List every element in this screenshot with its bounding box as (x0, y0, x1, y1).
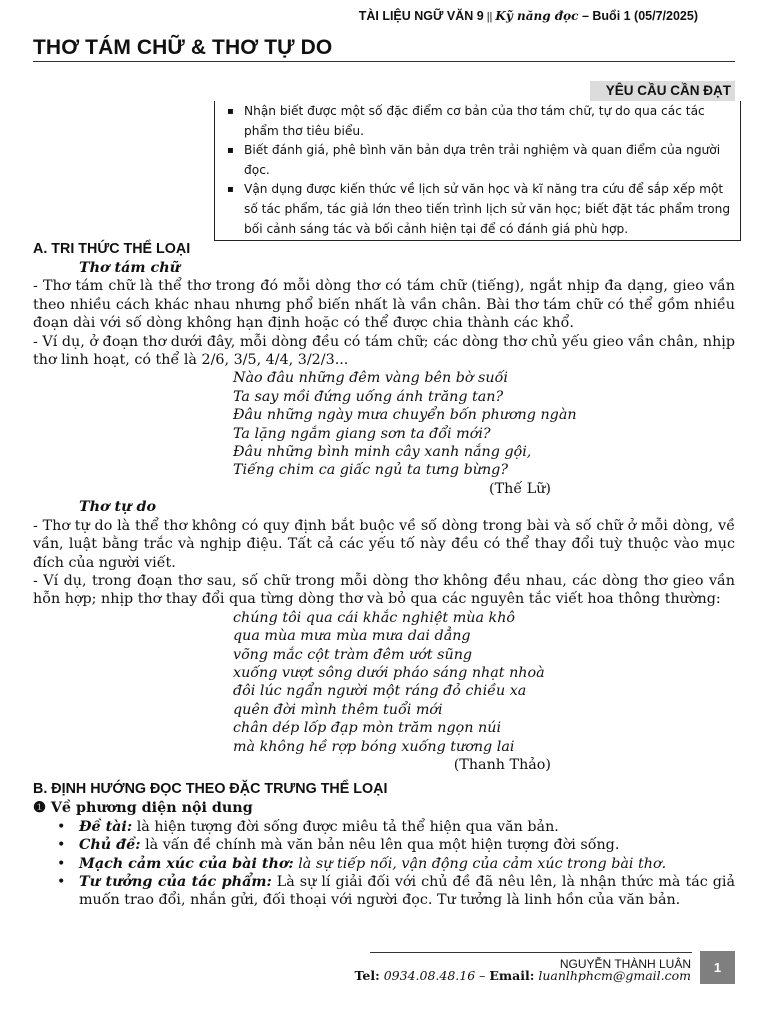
poem-line: Ta say mồi đứng uống ánh trăng tan? (233, 388, 504, 405)
requirement-item: ▪ Nhận biết được một số đặc điểm cơ bản của thơ tám chữ, tự do qua các tác phẩm thơ tiêu biểu. (227, 104, 705, 138)
page-number: 1 (700, 951, 735, 984)
tel-number: 0934.08.48.16 (383, 968, 476, 983)
tu-do-example-intro: - Ví dụ, trong đoạn thơ sau, số chữ trong mỗi dòng thơ không đều nhau, các dòng thơ gieo vần hỗn hợp; nhịp thơ thay đổi qua từng dòng thơ và bỏ qua các nguyên tắc viết hoa thông thường: (33, 572, 735, 608)
poem-author: (Thanh Thảo) (453, 756, 551, 773)
requirement-item: ▪ Vận dụng được kiến thức về lịch sử văn học và kĩ năng tra cứu để sắp xếp một số tác phẩm, tác giả lớn theo tiến trình lịch sử văn học; biết đặt tác phẩm trong bối cảnh sáng tác và bối cảnh hiện tại để có đánh giá phù hợp. (227, 182, 731, 236)
requirement-item: ▪ Biết đánh giá, phê bình văn bản dựa trên trải nghiệm và quan điểm của người đọc. (227, 143, 721, 177)
title-divider (33, 61, 735, 62)
email-label: Email: (489, 968, 535, 983)
poem-line: qua mùa mưa mùa mưa dai dẳng (233, 628, 471, 645)
square-bullet-icon: ▪ (227, 184, 234, 196)
poem-author: (Thế Lữ) (489, 480, 551, 497)
tam-chu-example-intro: - Ví dụ, ở đoạn thơ dưới đây, mỗi dòng đều có tám chữ; các dòng thơ chủ yếu gieo vần chân, nhịp thơ linh hoạt, có thể là 2/6, 3/5, 4/4, 3/2/3... (33, 333, 735, 369)
circled-one-icon: ❶ (33, 800, 46, 817)
square-bullet-icon: ▪ (227, 145, 234, 157)
bullet-icon: • (57, 837, 66, 854)
header-session: – Buổi 1 (05/7/2025) (581, 9, 698, 23)
doc-label: TÀI LIỆU NGỮ VĂN 9 (358, 9, 484, 23)
footer-author: NGUYỄN THÀNH LUÂN (559, 957, 691, 971)
poem-line: chúng tôi qua cái khắc nghiệt mùa khô (233, 609, 516, 626)
header-separator: || (486, 11, 493, 23)
poem-line: chân dép lốp đạp mòn trăm ngọn núi (233, 720, 502, 737)
poem-line: đôi lúc ngẩn người một ráng đỏ chiều xa (233, 683, 527, 700)
poem-line: Đâu những ngày mưa chuyển bốn phương ngàn (233, 407, 577, 424)
footer-divider (370, 952, 692, 953)
list-item: • Mạch cảm xúc của bài thơ: là sự tiếp nối, vận động của cảm xúc trong bài thơ. (57, 855, 667, 872)
poem-line: mà không hề rợp bóng xuống tương lai (233, 738, 515, 755)
page-title: THƠ TÁM CHỮ & THƠ TỰ DO (33, 36, 333, 59)
bullet-icon: • (57, 855, 66, 872)
list-item: • Đề tài: là hiện tượng đời sống được miêu tả thể hiện qua văn bản. (57, 818, 559, 835)
poem-line: Tiếng chim ca giấc ngủ ta tưng bừng? (233, 462, 508, 479)
bullet-icon: • (57, 818, 66, 835)
content-aspect-list (33, 818, 735, 910)
content-aspect-heading: ❶ Về phương diện nội dung (33, 800, 253, 817)
poem-line: quên đời mình thêm tuổi mới (233, 701, 443, 718)
requirements-box (214, 101, 741, 241)
tam-chu-heading: Thơ tám chữ (79, 260, 181, 276)
section-a-heading: A. TRI THỨC THỂ LOẠI (33, 241, 191, 257)
requirements-list (221, 102, 734, 239)
poem-line: võng mắc cột tràm đêm ướt sũng (233, 646, 473, 663)
tu-do-poem (33, 609, 735, 756)
tel-label: Tel: (354, 968, 380, 983)
tu-do-paragraph: - Thơ tự do là thể thơ không có quy định bắt buộc về số dòng trong bài và số chữ ở mỗi dòng, về vần, luật bằng trắc và nghịp điệu. Tất cả các yếu tố này đều có thể thay đổi tuỳ thuộc vào mục đích của người viết. (33, 517, 735, 571)
bullet-icon: • (57, 874, 66, 890)
running-header (359, 9, 698, 23)
main-content (33, 240, 735, 910)
list-item: • Tư tưởng của tác phẩm: Là sự lí giải đối với chủ đề đã nêu lên, là nhận thức mà tác giả muốn trao đổi, nhắn gửi, đối thoại với người đọc. Tư tưởng là linh hồn của văn bản. (57, 874, 735, 909)
footer-contact: Tel: 0934.08.48.16 – Email: luanlhphcm@gmail.com (354, 968, 691, 983)
tam-chu-paragraph: - Thơ tám chữ là thể thơ trong đó mỗi dòng thơ có tám chữ (tiếng), ngắt nhịp đa dạng, gieo vần theo nhiều cách khác nhau nhưng phổ biến nhất là vần chân. Bài thơ tám chữ có thể gồm nhiều đoạn dài với số dòng không hạn định hoặc có thể được chia thành các khổ. (33, 278, 735, 332)
requirements-label: YÊU CẦU CẦN ĐẠT (590, 81, 735, 101)
poem-line: Nào đâu những đêm vàng bên bờ suối (233, 370, 508, 387)
tu-do-heading: Thơ tự do (79, 499, 157, 516)
poem-line: Đâu những bình minh cây xanh nắng gội, (233, 444, 532, 461)
poem-line: Ta lặng ngắm giang sơn ta đổi mới? (233, 425, 491, 442)
tam-chu-poem (33, 369, 735, 479)
section-b-heading: B. ĐỊNH HƯỚNG ĐỌC THEO ĐẶC TRƯNG THỂ LOẠI (33, 781, 388, 798)
list-item: • Chủ đề: là vấn đề chính mà văn bản nêu lên qua một hiện tượng đời sống. (57, 837, 620, 854)
email-address: luanlhphcm@gmail.com (538, 968, 691, 983)
header-skill: Kỹ năng đọc (495, 9, 579, 23)
square-bullet-icon: ▪ (227, 106, 234, 117)
poem-line: xuống vượt sông dưới pháo sáng nhạt nhoà (233, 664, 545, 681)
